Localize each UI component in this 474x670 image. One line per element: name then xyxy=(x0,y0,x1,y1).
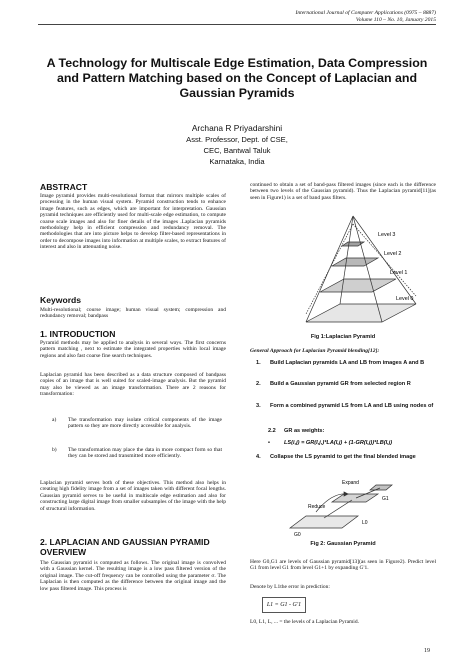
abstract-text: Image pyramid provides multi-resolutional format that mirrors multiple scales of processing in the human visual system. Pyramid construction tends to enhance image features, such as edges, which are important for interpretation. Gaussian pyramid techniques are efficiently used for multi-scale edge estimation, to compute coarse scale images and also for finer details of the images .Laplacian pyramids methodology help in efficient compression and redundancy removal. The methodologies that are into picture helps to develop filter-based representations in order to decompose images into information at multiple scales, to extract features of interest and also in attenuating noise. xyxy=(40,193,226,251)
list-text: The transformation may place the data in more compact form so that they can be stored and transmitted more efficiently. xyxy=(68,447,222,460)
header-rule xyxy=(38,24,436,25)
author-location: Karnataka, India xyxy=(209,157,265,166)
fig1-level1-label: Level 1 xyxy=(390,270,408,276)
error-formula-box: L1 = G1 - G'1 xyxy=(262,597,306,613)
blend-step xyxy=(256,381,436,388)
blend-step xyxy=(256,454,436,461)
intro-list-item xyxy=(52,417,222,430)
intro-heading: 1. INTRODUCTION xyxy=(40,329,116,339)
step-number: 3. xyxy=(256,403,261,409)
blend-formula xyxy=(268,440,436,447)
g0-label: G0 xyxy=(294,532,301,538)
levels-line: L0, L1, L, ... = the levels of a Laplacian Pyramid. xyxy=(250,619,359,625)
intro-paragraph-1: Pyramid methods may be applied to analysis in several ways. The first concerns pattern matching , next to estimate the integrated properties within local image regions and also fast coarse fine search techniques. xyxy=(40,340,226,359)
general-approach-heading: General Approach for Laplacian Pyramid blending[12]: xyxy=(250,348,380,354)
intro-list-item xyxy=(52,447,222,460)
step-text: Collapse the LS pyramid to get the final blended image xyxy=(270,454,416,460)
error-line: Denote by L1the error in prediction: xyxy=(250,584,330,590)
author-name: Archana R Priyadarshini xyxy=(191,123,283,133)
intro-paragraph-2: Laplacian pyramid has been described as a data structure composed of bandpass copies of an image that is well suited for scaled-image analysis. But the pyramid may also be viewed as an image transformation. There are 2 reasons for transformation: xyxy=(40,372,226,398)
fig1-level0-label: Level 0 xyxy=(396,296,414,302)
step-number: 2. xyxy=(256,381,261,387)
right-paragraph: Here G0,G1 are levels of Gaussian pyramid[13](as seen in Figure2). Predict level G1 from level G1 from level G1+1 by expanding G'1. xyxy=(250,559,436,572)
page-number: 19 xyxy=(424,648,430,654)
formula-text: LS(i,j) = GR(I,j,)*LA(I,j) + (1-GR(I,j))*LB(I,j) xyxy=(284,440,393,446)
step-text: Build a Gaussian pyramid GR from selected region R xyxy=(270,381,411,387)
fig2-caption: Fig 2: Gaussian Pyramid xyxy=(310,541,376,547)
laplacian-pyramid-figure xyxy=(298,212,418,330)
step-number: 2.2 xyxy=(268,428,276,434)
bullet: • xyxy=(268,440,270,446)
step-number: 4. xyxy=(256,454,261,460)
abstract-heading: ABSTRACT xyxy=(40,182,88,192)
section2-heading: 2. LAPLACIAN AND GAUSSIAN PYRAMID OVERVIEW xyxy=(40,537,210,557)
keywords-text: Multi-resolutional; course image; human visual system; compression and redundancy removal; bandpass xyxy=(40,307,226,320)
keywords-heading: Keywords xyxy=(40,295,82,305)
right-continuation: continued to obtain a set of band-pass filtered images (since each is the difference between two levels of the Gaussian pyramid). Thus the Laplacian pyramid[11](as seen in Figure1) is a set of band pass filters. xyxy=(250,182,436,201)
list-label: a) xyxy=(52,417,57,423)
l0-label: L0 xyxy=(362,520,368,526)
paper-title: A Technology for Multiscale Edge Estimation, Data Compression and Pattern Matching based on the Concept of Laplacian and Gaussian Pyramids xyxy=(46,56,428,100)
journal-name: International Journal of Computer Applications (0975 – 8887) xyxy=(295,10,436,16)
section2-text: The Gaussian pyramid is computed as follows. The original image is convolved with a Gaussian kernel. The resulting image is a low pass filtered version of the original image. The cut-off frequency can be controlled using the parameter σ. The Laplacian is then computed as the difference between the original image and the low pass filtered image. This process is xyxy=(40,560,226,592)
gaussian-pyramid-figure xyxy=(286,476,406,538)
step-text: GR as weights: xyxy=(284,428,325,434)
step-text: Build Laplacian pyramids LA and LB from images A and B xyxy=(270,360,425,366)
step-number: 1. xyxy=(256,360,261,366)
blend-step xyxy=(268,428,436,435)
fig1-level3-label: Level 3 xyxy=(378,232,396,238)
blend-step xyxy=(256,360,436,367)
g1-label: G1 xyxy=(382,496,389,502)
fig1-caption: Fig 1:Laplacian Pyramid xyxy=(310,334,376,340)
fig1-level2-label: Level 2 xyxy=(384,251,402,257)
author-college: CEC, Bantwal Taluk xyxy=(203,146,271,155)
list-label: b) xyxy=(52,447,57,453)
list-text: The transformation may isolate critical components of the image pattern so they are more directly accessible for analysis. xyxy=(68,417,222,430)
blend-step xyxy=(256,403,436,410)
expand-label: Expand xyxy=(342,480,359,486)
author-position: Asst. Professor, Dept. of CSE, xyxy=(186,135,288,144)
step-text: Form a combined pyramid LS from LA and LB using nodes of xyxy=(270,403,434,409)
intro-paragraph-3: Laplacian pyramid serves both of these objectives. This method also helps in creating high fidelity image from a set of images taken with different focal lengths. Gaussian pyramid serves to be useful in multiscale edge estimation and also for constructing large digital image from smaller subsamples of the image with the help of structural information. xyxy=(40,480,226,512)
reduce-label: Reduce xyxy=(308,504,326,510)
volume-info: Volume 110 – No. 10, January 2015 xyxy=(355,17,436,23)
